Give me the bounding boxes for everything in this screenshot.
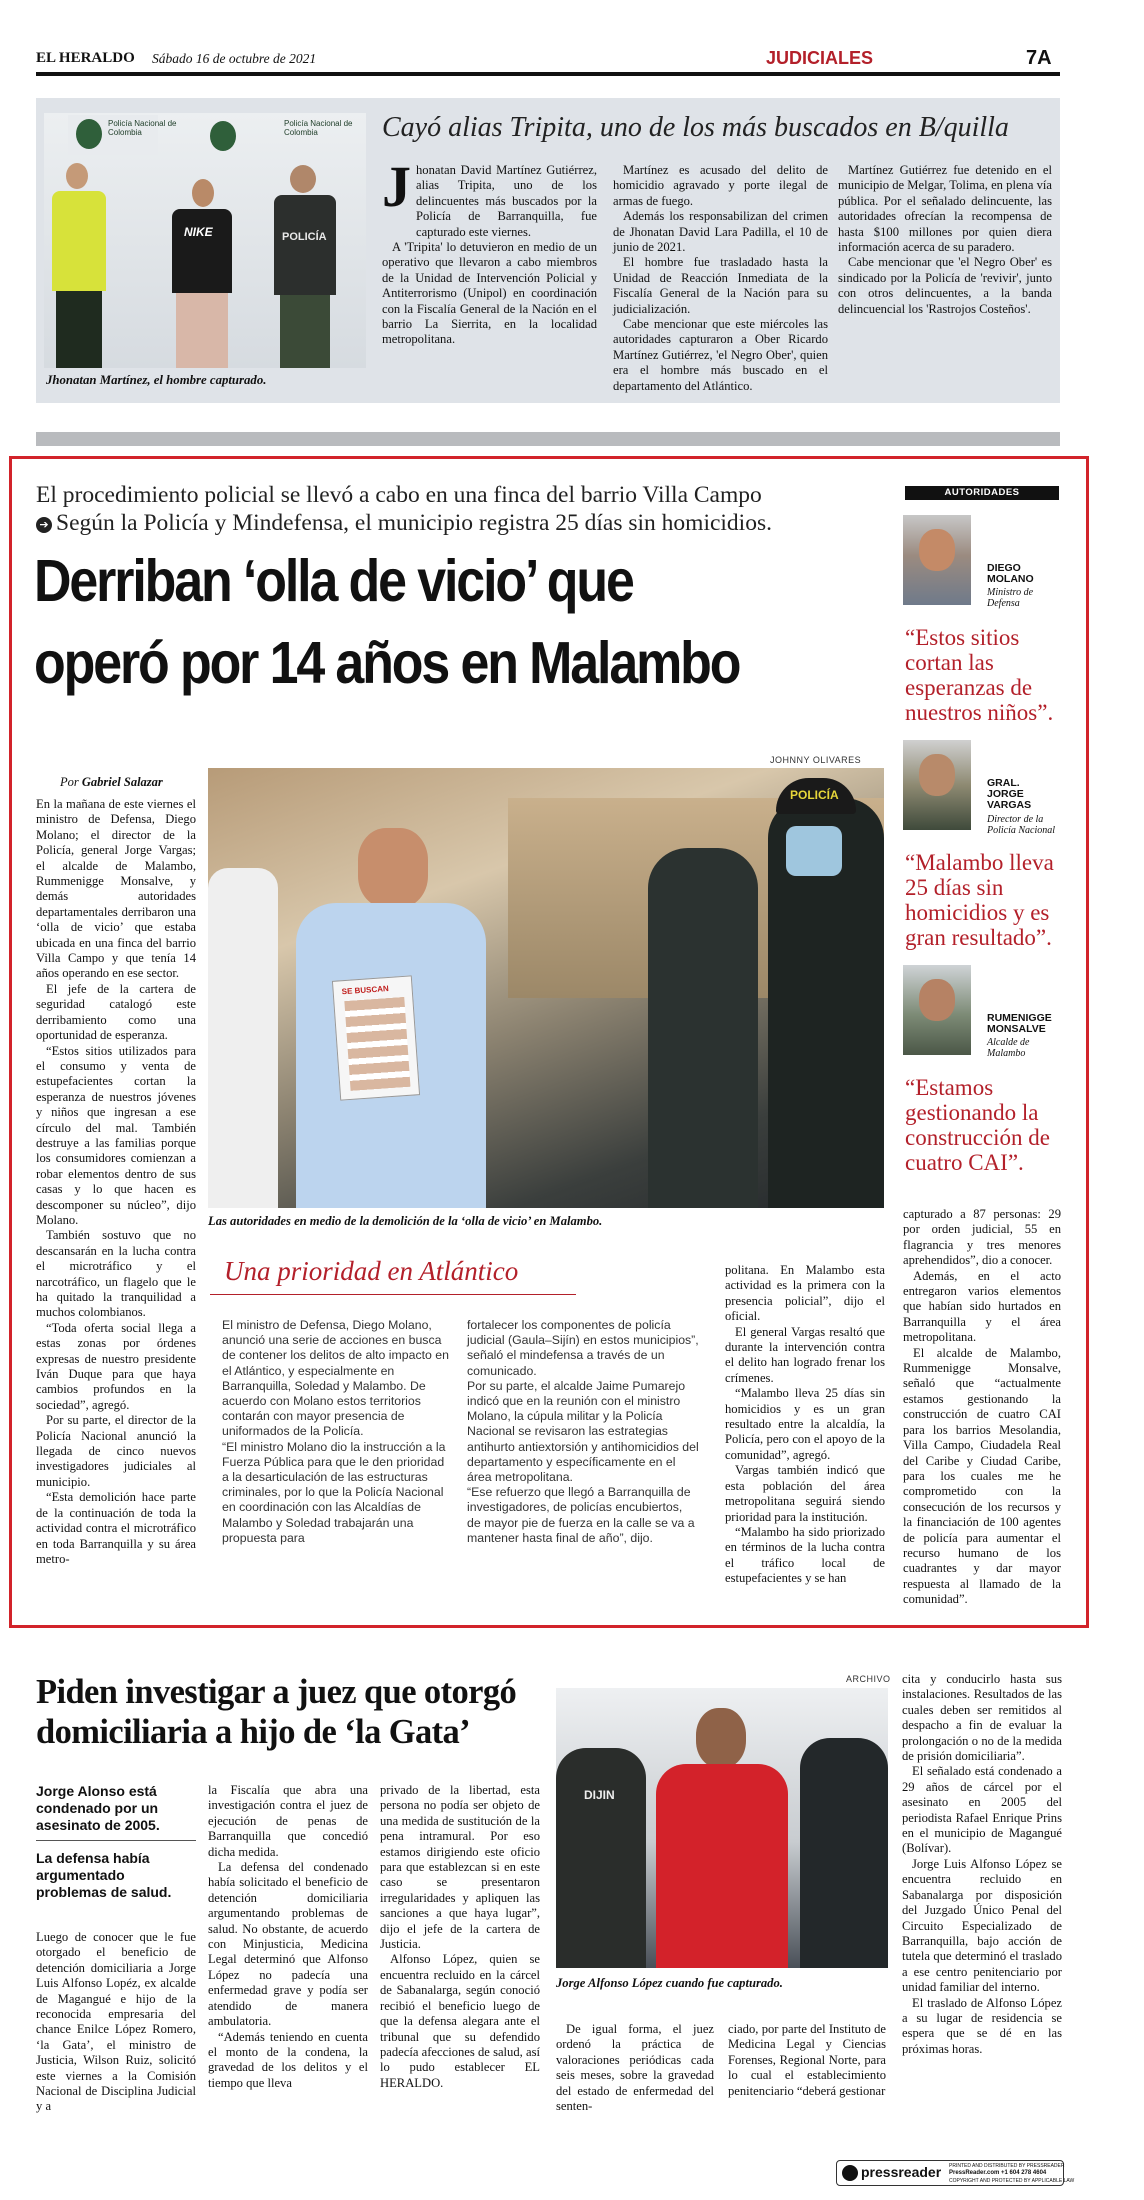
- sidebar-col-a: El ministro de Defensa, Diego Molano, anunció una serie de acciones en busca de contener los delitos de alto impacto en el Atlántico, y especialmente en Barranquilla, Soledad y Malambo. De acuerdo con Molano estos territorios contarán con mayor presencia de uniformados de la Policía. “El ministro Molano dio la instrucción a la Fuerza Pública para que le den prioridad a la desarticulación de las estructuras criminales, por lo que la Policía Nacional en coordinación con las Alcaldías de Malambo y Soledad trabajarán una propuesta para: [222, 1318, 449, 1545]
- authority-quote-monsalve: “Estamos gestionando la construcción de cuatro CAI”.: [905, 1075, 1050, 1175]
- story1-paragraph-1: honatan David Martínez Gutiérrez, alias Tripita, uno de los delincuentes más buscados por la Policía de Barranquilla, fue capturado este viernes.: [416, 163, 597, 239]
- story2-col5-p2: Además, en el acto entregaron varios elementos que habían sido hurtados en Barranquilla y el área metropolitana.: [903, 1268, 1061, 1345]
- story2-byline: [60, 775, 163, 790]
- story2-col4-p3: “Malambo lleva 25 días sin homicidios y es un gran resultado entre la alcaldía, la Policía, pero con el apoyo de la comunidad”, agregó.: [725, 1386, 885, 1462]
- authority-name-molano: DIEGO MOLANO: [987, 562, 1034, 585]
- story2-col5: [903, 1207, 1061, 1617]
- sidebar-title: Una prioridad en Atlántico: [224, 1256, 519, 1286]
- story3-col6-p2: El señalado está condenado a 29 años de cárcel por el asesinato en 2005 del periodista Rafael Enrique Prins en el municipio de Magangué (Bolívar).: [902, 1764, 1062, 1856]
- photo-lopez-capture: [556, 1688, 888, 1968]
- pressreader-note-1: PRINTED AND DISTRIBUTED BY PRESSREADER: [949, 2163, 1065, 2169]
- story2-headline-line2: operó por 14 años en Malambo: [34, 630, 740, 696]
- story3-summary-1: Jorge Alonso está condenado por un asesinato de 2005.: [36, 1783, 160, 1833]
- story2-subkicker: [36, 510, 772, 536]
- story1-col3: [838, 163, 1052, 317]
- story1-col2: [613, 163, 828, 393]
- vest-label-dijin: DIJIN: [584, 1788, 615, 1802]
- story3-col4-p1: De igual forma, el juez ordenó la práctica de valoraciones periódicas cada seis meses, sobre la gravedad del estado de enfermedad del senten-: [556, 2022, 714, 2114]
- police-cap-text: POLICÍA: [790, 788, 839, 802]
- story3-col2-p2: La defensa del condenado había solicitado el beneficio de detención domiciliaria argumentando problemas de salud. No obstante, de acuerdo con Minjusticia, Medicina Legal determinó que Alfonso López no padecía una enfermedad grave y podía ser atendido de manera ambulatoria.: [208, 1860, 368, 2029]
- story2-col1-p5: “Toda oferta social llega a estas zonas por órdenes expresas de nuestro presidente Iván Duque para que haya cambios profundos en la sociedad”, agregó.: [36, 1320, 196, 1412]
- story2-col4-p1: politana. En Malambo esta actividad es la primera con la presencia policial”, dijo el oficial.: [725, 1263, 885, 1324]
- photo-malambo-demolition: [208, 768, 884, 1208]
- authority-quote-vargas: “Malambo lleva 25 días sin homicidios y es gran resultado”.: [905, 850, 1054, 950]
- story3-col1: [36, 1930, 196, 2115]
- story2-col1-p3: “Estos sitios utilizados para el consumo y venta de estupefacientes cortan la esperanza de nuestros jóvenes y niños que ingresan a ese círculo del mal. También destruye a las familias porque los consumidores comienzan a robar elementos dentro de sus casas y lo que hacen es descomponer su núcleo”, dijo Molano.: [36, 1043, 196, 1227]
- story1-paragraph-4: Además los responsabilizan del crimen de Jhonatan David Lara Padilla, el 10 de junio de 2021.: [613, 209, 828, 255]
- photo-caption-malambo: Las autoridades en medio de la demolición de la ‘olla de vicio’ en Malambo.: [208, 1214, 603, 1228]
- photo-caption-tripita: Jhonatan Martínez, el hombre capturado.: [46, 373, 267, 387]
- pressreader-logo: pressreader: [861, 2164, 942, 2180]
- story2-col5-p3: El alcalde de Malambo, Rummenigge Monsalve, señaló que “actualmente estamos gestionando la construcción de cuatro CAI para los barrios Mesolandia, Villa Campo, Ciudadela Real del Caribe y Ciudad Caribe, para los cuales me he comprometido con la consecución de los recursos y la financiación de 100 agentes de policía para aumentar el recurso humano de los cuadrantes y dar mayor respuesta al llamado de la comunidad”.: [903, 1345, 1061, 1607]
- issue-date: Sábado 16 de octubre de 2021: [152, 51, 317, 66]
- story1-paragraph-7: Martínez Gutiérrez fue detenido en el municipio de Melgar, Tolima, en plena vía pública. Por el señalado delincuente, las autoridades ofrecían la recompensa de hasta $100 millones por quien diera información acerca de su paradero.: [838, 163, 1052, 255]
- story2-col4-p2: El general Vargas resaltó que durante la intervención contra el delito han logrado frenar los crímenes.: [725, 1324, 885, 1385]
- story2-col1-p1: En la mañana de este viernes el ministro de Defensa, Diego Molano; el director de la Policía, general Jorge Vargas; el alcalde de Malambo, Rummenigge Monsalve, y demás autoridades departamentales derribaron una ‘olla de vicio’ que estaba ubicada en una finca del barrio Villa Campo y que tenía 14 años operando en ese sector.: [36, 797, 196, 981]
- pressreader-note-3: COPYRIGHT AND PROTECTED BY APPLICABLE LAW: [949, 2178, 1075, 2184]
- story2-headline-line1: Derriban ‘olla de vicio’ que: [34, 548, 633, 614]
- story1-col1: [382, 154, 597, 348]
- story3-col6-p1: cita y conducirlo hasta sus instalaciones. Resultados de las cuales deben ser remitidos al despacho a fin de evaluar la prolongación o no de la medida de prisión domiciliaria”.: [902, 1672, 1062, 1764]
- banner-text-right: Policía Nacional de Colombia: [284, 119, 353, 137]
- authority-molano: [903, 515, 1063, 730]
- authorities-label: [905, 486, 1059, 500]
- pressreader-footer: [836, 2160, 1075, 2186]
- story2-col4: [725, 1263, 885, 1613]
- story1-paragraph-2: A 'Tripita' lo detuvieron en medio de un operativo que llevaron a cabo miembros de la Unidad de Intervención Policial y Antiterrorismo (Unipol) en coordinación con la Fiscalía General de la Nación en el barrio La Sierrita, en la localidad metropolitana.: [382, 240, 597, 347]
- story3-col3-p1: privado de la libertad, esta persona no podía ser objeto de una medida de sustitución de la pena intramural. Por eso estamos dirigiendo este oficio para que establezcan si en este caso se presentaron irregularidades y apliquen las sanciones a que haya lugar”, dijo el jefe de la cartera de Justicia.: [380, 1783, 540, 1952]
- pressreader-icon: [842, 2165, 858, 2181]
- authority-vargas: [903, 740, 1063, 965]
- story2-kicker: El procedimiento policial se llevó a cabo en una finca del barrio Villa Campo: [36, 482, 762, 508]
- story2-headline: [34, 540, 791, 704]
- story1-paragraph-8: Cabe mencionar que 'el Negro Ober' es sindicado por la Policía de 'revivir', junto con otros delincuentes, a la banda delincuencial los 'Rastrojos Costeños'.: [838, 255, 1052, 316]
- story2-col1-p6: Por su parte, el director de la Policía Nacional anunció la llegada de cinco nuevos investigadores judiciales al municipio.: [36, 1413, 196, 1489]
- byline-prefix: Por: [60, 775, 79, 789]
- header-rule: [36, 72, 1060, 76]
- photo-credit-malambo: JOHNNY OLIVARES: [770, 755, 862, 765]
- photo-tripita: [44, 113, 366, 368]
- story3-headline: [36, 1672, 516, 1752]
- banner-text-left: Policía Nacional de Colombia: [108, 119, 177, 137]
- byline-name: Gabriel Salazar: [81, 775, 163, 789]
- authorities-label-text: AUTORIDADES: [944, 487, 1020, 498]
- story1-paragraph-5: El hombre fue trasladado hasta la Unidad de Reacción Inmediata de la Fiscalía General de la Nación para su judicialización.: [613, 255, 828, 316]
- story2-col1-p4: También sostuvo que no descansarán en la lucha contra el microtráfico y el narcotráfico, un flagelo que le ha quitado la tranquilidad a muchos colombianos.: [36, 1228, 196, 1320]
- sidebar-col-b: fortalecer los componentes de policía judicial (Gaula–Sijín) en estos municipios”, señaló el mindefensa a través de un comunicado. Por su parte, el alcalde Jaime Pumarejo indicó que en la reunión con el ministro Molano, la cúpula militar y la Policía Nacional se revisaron las estrategias antihurto antiextorsión y antihomicidios del departamento y específicamente en el área metropolitana. “Ese refuerzo que llegó a Barranquilla de investigadores, de policías encubiertos, de mayor pie de fuerza en la calle se va a mantener hasta final de año”, dijo.: [467, 1318, 699, 1545]
- story1-paragraph-6-start: Cabe mencionar que este miércoles las autoridades capturaron a Ober Ricardo Martínez Gutiérrez, 'el Negro Ober', quien era el hombre más buscado en el departamento del Atlántico.: [613, 317, 828, 393]
- story3-col5-p1: ciado, por parte del Instituto de Medicina Legal y Ciencias Forenses, Regional Norte, para lo cual el establecimiento penitenciario “deberá gestionar: [728, 2022, 886, 2098]
- story3-col3: [380, 1783, 540, 2163]
- arrow-icon: ➔: [36, 517, 52, 533]
- story3-col6: [902, 1672, 1062, 2162]
- shirt-logo-text: NIKE: [184, 225, 213, 239]
- avatar-vargas: [903, 740, 971, 830]
- photo-credit-archivo: ARCHIVO: [846, 1674, 891, 1684]
- story1-dropcap: J: [382, 154, 411, 219]
- avatar-monsalve: [903, 965, 971, 1055]
- story3-col1-p1: Luego de conocer que le fue otorgado el beneficio de detención domiciliaria a Jorge Luis Alfonso Lopéz, ex alcalde de Magangué e hijo de la reconocida empresaria del chance Enilce López Romero, ‘la Gata’, el ministro de Justicia, Wilson Ruiz, solicitó este viernes a la Comisión Nacional de Disciplina Judicial y a: [36, 1930, 196, 2114]
- story3-col2-p1: la Fiscalía que abra una investigación contra el juez de ejecución de penas de Barranquilla que concedió dicha medida.: [208, 1783, 368, 1859]
- pressreader-note-2: PressReader.com +1 604 278 4604: [949, 2170, 1047, 2176]
- separator-bar: [36, 432, 1060, 446]
- paper-name: EL HERALDO: [36, 50, 135, 66]
- story2-col4-p5: “Malambo ha sido priorizado en términos de la lucha contra el tráfico local de estupefacientes y se han: [725, 1524, 885, 1586]
- story3-col2: [208, 1783, 368, 2163]
- sidebar-title-rule: [210, 1294, 576, 1295]
- authority-title-monsalve: Alcalde de Malambo: [987, 1037, 1030, 1059]
- wanted-sign-text: SE BUSCAN: [341, 984, 390, 997]
- story2-col1: [36, 797, 196, 1617]
- story3-col6-p4: El traslado de Alfonso López a su lugar de residencia se espera que se dé en las próximas horas.: [902, 1995, 1062, 2056]
- authority-name-vargas: GRAL. JORGE VARGAS: [987, 777, 1032, 811]
- story2-subkicker-text: Según la Policía y Mindefensa, el municipio registra 25 días sin homicidios.: [56, 510, 772, 536]
- story2-col1-p7: “Esta demolición hace parte de la continuación de toda la actividad contra el microtráfico en toda Barranquilla y su área metro-: [36, 1490, 196, 1566]
- story3-headline-line1: Piden investigar a juez que otorgó: [36, 1673, 517, 1711]
- story1-paragraph-3: Martínez es acusado del delito de homicidio agravado y porte ilegal de armas de fuego.: [613, 163, 828, 208]
- story3-col4: [556, 2022, 714, 2114]
- authority-monsalve: [903, 965, 1063, 1190]
- summary-rule: [36, 1840, 196, 1841]
- story3-col3-p2: Alfonso López, quien se encuentra recluido en la cárcel de Sabanalarga, según conoció recibió el beneficio luego de que la defensa alegara ante el tribunal que su defendido padecía afecciones de salud, así lo pudo establecer EL HERALDO.: [380, 1952, 540, 2090]
- authority-quote-molano: “Estos sitios cortan las esperanzas de nuestros niños”.: [905, 625, 1054, 725]
- authority-title-molano: Ministro de Defensa: [987, 587, 1034, 609]
- avatar-molano: [903, 515, 971, 605]
- story2-col5-p1: capturado a 87 personas: 29 por orden judicial, 55 en flagrancia y tres menores aprehendidos”, dio a conocer.: [903, 1207, 1061, 1268]
- story3-col6-p3: Jorge Luis Alfonso López se encuentra recluido en Sabanalarga por disposición del Juzgado Único Penal del Circuito Especializado de Barranquilla, bajo acción de tutela que determinó el traslado a ese centro penitenciario por unidad familiar del interno.: [902, 1856, 1062, 1995]
- story2-col4-p4: Vargas también indicó que esta población del área metropolitana seguirá siendo prioridad para la institución.: [725, 1463, 885, 1524]
- story1-title: Cayó alias Tripita, uno de los más buscados en B/quilla: [382, 112, 1009, 143]
- authority-title-vargas: Director de la Policía Nacional: [987, 814, 1056, 836]
- page-number: 7A: [1026, 47, 1052, 69]
- section-name: JUDICIALES: [766, 48, 874, 68]
- photo-caption-lopez: Jorge Alfonso López cuando fue capturado.: [556, 1976, 783, 1990]
- story3-summary-2: La defensa había argumentado problemas de salud.: [36, 1850, 172, 1900]
- vest-label-text: POLICÍA: [282, 231, 327, 243]
- story3-col5: [728, 2022, 886, 2099]
- story3-col2-p3: “Además teniendo en cuenta el monto de la condena, la gravedad de los delitos y el tiempo que lleva: [208, 2029, 368, 2090]
- story2-col1-p2: El jefe de la cartera de seguridad catalogó este derribamiento como una oportunidad de esperanza.: [36, 981, 196, 1043]
- authority-name-monsalve: RUMENIGGE MONSALVE: [987, 1012, 1052, 1035]
- story3-headline-line2: domiciliaria a hijo de ‘la Gata’: [36, 1713, 471, 1751]
